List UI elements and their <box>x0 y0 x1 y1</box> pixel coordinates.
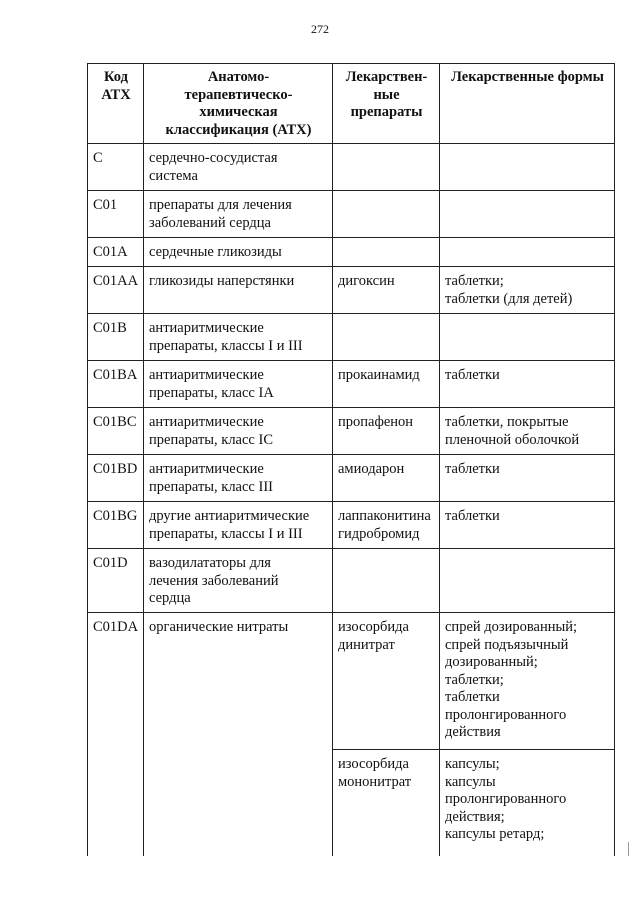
cell-drug: прокаинамид <box>333 361 440 408</box>
page-number: 272 <box>311 22 329 36</box>
table-row <box>88 238 615 267</box>
header-drugs: Лекарствен- ные препараты <box>333 64 440 144</box>
cell-code: C01B <box>88 314 144 361</box>
cell-code: C01BC <box>88 408 144 455</box>
cell-forms <box>440 238 615 267</box>
table-row <box>88 549 615 613</box>
cell-code: C01BG <box>88 502 144 549</box>
table-row <box>88 408 615 455</box>
table-row <box>88 502 615 549</box>
cell-forms <box>440 191 615 238</box>
cell-forms: спрей дозированный; спрей подъязычный дозированный; таблетки; таблетки пролонгированного действия <box>440 613 615 750</box>
table-row <box>88 191 615 238</box>
cell-code: C01AA <box>88 267 144 314</box>
cell-name: сердечно-сосудистая система <box>144 144 333 191</box>
table-header-row <box>88 64 615 144</box>
header-code: Код АТХ <box>88 64 144 144</box>
cell-drug: пропафенон <box>333 408 440 455</box>
cell-forms: таблетки, покрытые пленочной оболочкой <box>440 408 615 455</box>
cell-code: C01A <box>88 238 144 267</box>
cell-code: C01D <box>88 549 144 613</box>
cell-code: C01 <box>88 191 144 238</box>
table-row <box>88 144 615 191</box>
cell-name: антиаритмические препараты, класс IA <box>144 361 333 408</box>
table-row <box>88 267 615 314</box>
cell-drug <box>333 144 440 191</box>
cell-name: органические нитраты <box>144 613 333 856</box>
table-row <box>88 314 615 361</box>
cell-code: C01DA <box>88 613 144 856</box>
cell-forms <box>440 314 615 361</box>
header-forms: Лекарственные формы <box>440 64 615 144</box>
cell-drug <box>333 191 440 238</box>
cell-forms: таблетки <box>440 361 615 408</box>
cell-forms: таблетки; таблетки (для детей) <box>440 267 615 314</box>
header-classification: Анатомо- терапевтическо- химическая классификация (АТХ) <box>144 64 333 144</box>
cell-name: антиаритмические препараты, класс IC <box>144 408 333 455</box>
table-row <box>88 361 615 408</box>
cell-forms: таблетки <box>440 502 615 549</box>
cell-code: C <box>88 144 144 191</box>
cell-drug: дигоксин <box>333 267 440 314</box>
atc-table <box>87 63 615 856</box>
cell-drug <box>333 238 440 267</box>
margin-mark <box>628 842 629 856</box>
cell-drug <box>333 314 440 361</box>
table-row <box>88 613 615 750</box>
cell-code: C01BD <box>88 455 144 502</box>
cell-drug: изосорбида мононитрат <box>333 750 440 856</box>
cell-forms <box>440 144 615 191</box>
cell-forms <box>440 549 615 613</box>
cell-drug: изосорбида динитрат <box>333 613 440 750</box>
cell-name: антиаритмические препараты, классы I и III <box>144 314 333 361</box>
cell-name: другие антиаритмические препараты, классы I и III <box>144 502 333 549</box>
cell-name: гликозиды наперстянки <box>144 267 333 314</box>
cell-forms: капсулы; капсулы пролонгированного действия; капсулы ретард; <box>440 750 615 856</box>
cell-drug: лаппаконитина гидробромид <box>333 502 440 549</box>
cell-drug <box>333 549 440 613</box>
table-row <box>88 455 615 502</box>
cell-drug: амиодарон <box>333 455 440 502</box>
cell-code: C01BA <box>88 361 144 408</box>
cell-forms: таблетки <box>440 455 615 502</box>
cell-name: сердечные гликозиды <box>144 238 333 267</box>
cell-name: вазодилататоры для лечения заболеваний сердца <box>144 549 333 613</box>
cell-name: антиаритмические препараты, класс III <box>144 455 333 502</box>
cell-name: препараты для лечения заболеваний сердца <box>144 191 333 238</box>
